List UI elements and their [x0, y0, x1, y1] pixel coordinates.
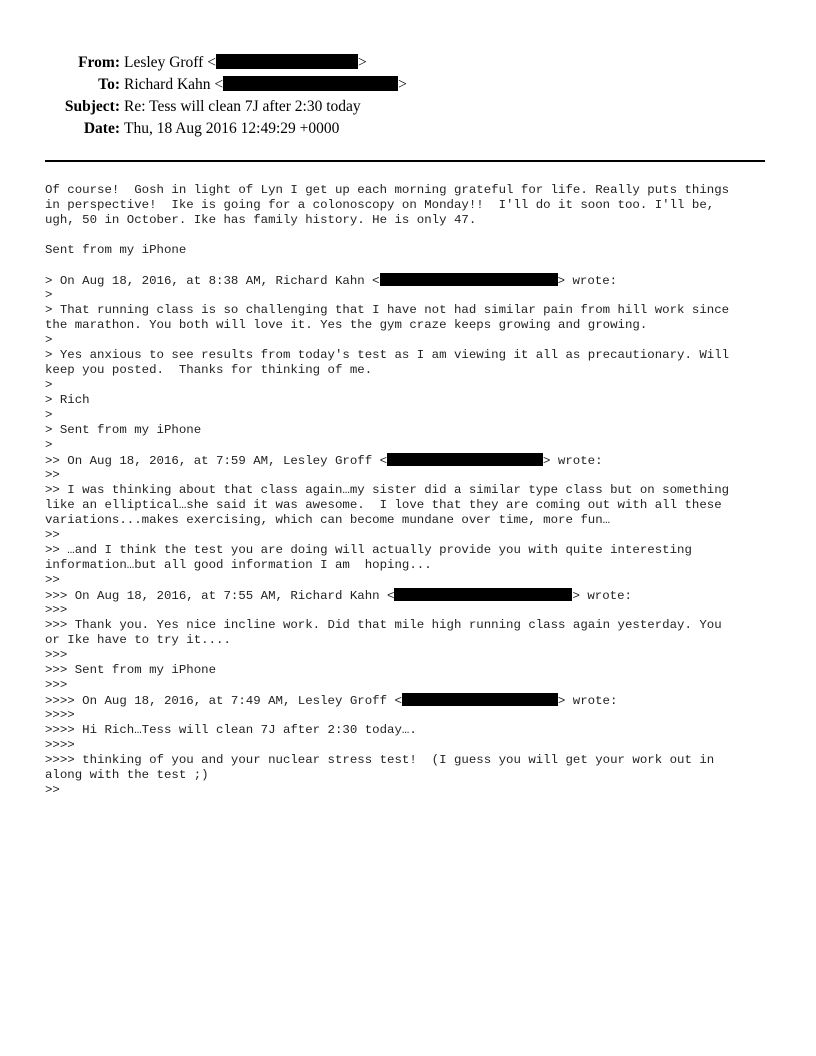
quote-header-text: > On Aug 18, 2016, at 8:38 AM, Richard Kahn <: [45, 274, 380, 288]
body-line: >: [45, 333, 53, 347]
body-line: >> …and I think the test you are doing will actually provide you with quite interesting: [45, 543, 692, 557]
body-line: variations...makes exercising, which can become mundane over time, more fun…: [45, 513, 611, 527]
body-line: >>>>: [45, 738, 75, 752]
body-line: >>: [45, 783, 60, 797]
body-line: >: [45, 378, 53, 392]
body-line: in perspective! Ike is going for a colonoscopy on Monday!! I'll do it soon too. I'll be,: [45, 198, 715, 212]
body-line: the marathon. You both will love it. Yes the gym craze keeps growing and growing.: [45, 318, 648, 332]
quote-header-text: >>>> On Aug 18, 2016, at 7:49 AM, Lesley Groff <: [45, 694, 402, 708]
body-line: >>>: [45, 603, 68, 617]
subject-value: Re: Tess will clean 7J after 2:30 today: [124, 98, 361, 115]
date-label: Date:: [83, 120, 120, 137]
body-line: > Yes anxious to see results from today's test as I am viewing it all as precautionary. Will: [45, 348, 730, 362]
quote-header-text: >> On Aug 18, 2016, at 7:59 AM, Lesley Groff <: [45, 454, 388, 468]
body-line: >> I was thinking about that class again…my sister did a similar type class but on something: [45, 483, 730, 497]
from-name: Lesley Groff <: [124, 54, 216, 71]
from-label: From:: [78, 54, 120, 71]
date-value: Thu, 18 Aug 2016 12:49:29 +0000: [124, 120, 340, 137]
body-line: [45, 228, 770, 243]
redaction-block: [223, 76, 398, 91]
body-line: information…but all good information I am hoping...: [45, 558, 432, 572]
from-close: >: [357, 54, 367, 71]
to-label: To:: [98, 76, 120, 93]
to-row: [0, 74, 816, 96]
body-line: [45, 258, 770, 273]
to-name: Richard Kahn <: [124, 76, 224, 93]
to-value: [124, 74, 407, 96]
quote-header-suffix: > wrote:: [557, 694, 618, 708]
quote-header-suffix: > wrote:: [572, 589, 632, 603]
redaction-block: [380, 273, 558, 286]
redaction-block: [394, 588, 572, 601]
body-line: >>>> Hi Rich…Tess will clean 7J after 2:30 today….: [45, 723, 417, 737]
body-line: >>: [45, 468, 60, 482]
body-line: ugh, 50 in October. Ike has family history. He is only 47.: [45, 213, 477, 227]
body-line: >>: [45, 573, 60, 587]
body-line: or Ike have to try it....: [45, 633, 231, 647]
body-line: keep you posted. Thanks for thinking of me.: [45, 363, 373, 377]
subject-row: [0, 96, 816, 118]
email-body: [45, 183, 770, 798]
quote-header-text: >>> On Aug 18, 2016, at 7:55 AM, Richard Kahn <: [45, 589, 395, 603]
quote-header-line: [45, 453, 770, 468]
body-line: > Sent from my iPhone: [45, 423, 202, 437]
email-header: [0, 52, 816, 140]
to-close: >: [398, 76, 407, 93]
body-line: >>> Thank you. Yes nice incline work. Did that mile high running class again yesterday. You: [45, 618, 722, 632]
body-line: >: [45, 438, 53, 452]
body-line: >>>: [45, 678, 68, 692]
redaction-block: [387, 453, 543, 466]
body-line: >>: [45, 528, 60, 542]
body-line: Sent from my iPhone: [45, 243, 187, 257]
redaction-block: [216, 54, 358, 69]
body-line: > That running class is so challenging that I have not had similar pain from hill work since: [45, 303, 730, 317]
body-line: >: [45, 408, 53, 422]
quote-header-suffix: > wrote:: [543, 454, 603, 468]
body-line: Of course! Gosh in light of Lyn I get up each morning grateful for life. Really puts things: [45, 183, 730, 197]
quote-header-line: [45, 588, 770, 603]
redaction-block: [402, 693, 558, 706]
from-row: [0, 52, 816, 74]
date-row: [0, 118, 816, 140]
quote-header-suffix: > wrote:: [557, 274, 618, 288]
quote-header-line: [45, 693, 770, 708]
from-value: [124, 52, 367, 74]
body-line: >: [45, 288, 53, 302]
body-line: >>> Sent from my iPhone: [45, 663, 217, 677]
body-line: along with the test ;): [45, 768, 209, 782]
body-line: >>>> thinking of you and your nuclear stress test! (I guess you will get your work out in: [45, 753, 715, 767]
body-line: >>>: [45, 648, 68, 662]
header-divider: [45, 160, 765, 162]
body-line: like an elliptical…she said it was awesome. I love that they are coming out with all these: [45, 498, 722, 512]
body-line: > Rich: [45, 393, 90, 407]
subject-label: Subject:: [64, 98, 120, 115]
body-line: >>>>: [45, 708, 75, 722]
quote-header-line: [45, 273, 770, 288]
